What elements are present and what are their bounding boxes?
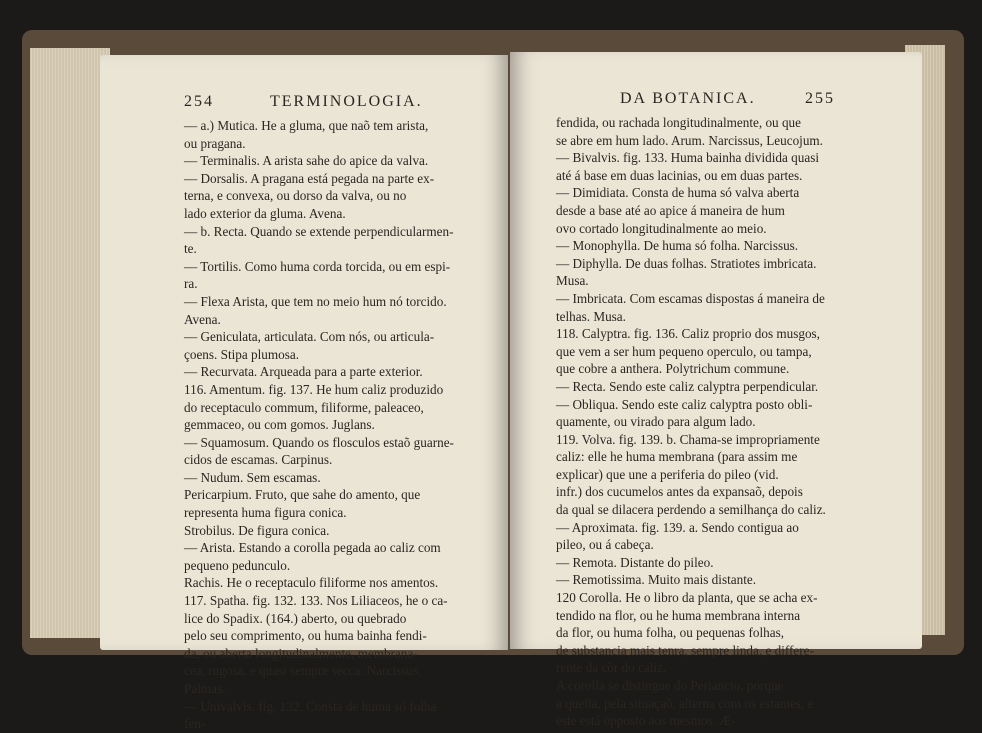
text-line: — Aproximata. fig. 139. a. Sendo contigua ao — [556, 519, 799, 535]
text-line: — Recurvata. Arqueada para a parte exterior. — [184, 364, 423, 380]
text-line: — Imbricata. Com escamas dispostas á maneira de — [556, 290, 825, 306]
text-line: — Recta. Sendo este caliz calyptra perpendicular. — [556, 378, 819, 394]
text-line: lado exterior da gluma. Avena. — [184, 205, 346, 221]
text-line: — Arista. Estando a corolla pegada ao caliz com — [184, 540, 441, 556]
text-line: Strobilus. De figura conica. — [184, 522, 330, 538]
text-line: Pericarpium. Fruto, que sahe do amento, que — [184, 487, 421, 503]
text-line: cidos de escamas. Carpinus. — [184, 452, 333, 468]
text-line: da, ou aberta longitudinalmente, membrana- — [184, 645, 418, 661]
text-line: — Remota. Distante do pileo. — [556, 554, 714, 570]
text-line: 118. Calyptra. fig. 136. Caliz proprio dos musgos, — [556, 326, 820, 342]
page-number: 254 — [184, 93, 214, 110]
text-line: A corolla se distingue do Periancio, porque — [556, 678, 784, 693]
text-line: — Univalvis. fig. 132. Consta de huma só folha — [184, 698, 437, 714]
text-line: Rachis. He o receptaculo filiforme nos amentos. — [184, 575, 439, 591]
text-line: explicar) que une a periferia do pileo (vid. — [556, 466, 779, 482]
text-line: 116. Amentum. fig. 137. He hum caliz produzido — [184, 381, 444, 397]
left-page — [100, 55, 508, 732]
text-line: 117. Spatha. fig. 132. 133. Nos Liliaceos, he o ca- — [184, 593, 448, 609]
text-line: Musa. — [556, 273, 589, 289]
text-line: — Monophylla. De huma só folha. Narcissus. — [556, 238, 799, 254]
text-line: — Flexa Arista, que tem no meio hum nó torcido. — [184, 293, 447, 309]
text-line: tendido na flor, ou he huma membrana interna — [556, 607, 801, 623]
running-head: DA BOTANICA. — [620, 90, 756, 107]
text-line: de substancia mais tenra, sempre linda, e differe- — [556, 642, 814, 658]
text-line: 120 Corolla. He o libro da planta, que se acha ex- — [556, 590, 818, 606]
text-block — [556, 114, 881, 730]
text-line: — a.) Mutica. He a gluma, que naõ tem arista, — [184, 118, 429, 133]
text-line: — Bivalvis. fig. 133. Huma bainha dividida quasi — [556, 150, 819, 166]
text-line: — Geniculata, articulata. Com nós, ou articula- — [184, 329, 435, 345]
text-line: gemmaceo, ou com gomos. Juglans. — [184, 417, 375, 433]
text-line: — Nudum. Sem escamas. — [184, 469, 321, 485]
text-line: fen- — [184, 716, 206, 732]
text-line: Avena. — [184, 311, 221, 327]
text-line: este está opposto aos mesmos. Æ- — [556, 713, 736, 729]
text-line: lice do Spadix. (164.) aberto, ou quebrado — [184, 610, 407, 626]
text-line: Palmas. — [184, 681, 226, 696]
text-line: infr.) dos cucumelos antes da expansaõ, depois — [556, 484, 803, 500]
text-line: caliz: elle he huma membrana (para assim me — [556, 449, 798, 465]
text-line: até á base em duas lacinias, ou em duas partes. — [556, 167, 803, 183]
text-block — [184, 117, 484, 733]
text-line: pileo, ou á cabeça. — [556, 537, 654, 553]
text-line: — Squamosum. Quando os flosculos estaõ guarne- — [184, 434, 454, 450]
text-line: — Remotissima. Muito mais distante. — [556, 572, 757, 588]
text-line: ovo cortado longitudinalmente ao meio. — [556, 220, 767, 236]
text-line: çoens. Stipa plumosa. — [184, 346, 300, 362]
text-line: — Tortilis. Como huma corda torcida, ou em espi- — [184, 258, 451, 274]
text-line: — Terminalis. A arista sahe do apice da valva. — [184, 153, 429, 169]
text-line: — Dimidiata. Consta de huma só valva aberta — [556, 185, 800, 201]
text-line: te. — [184, 241, 197, 257]
text-line: — Obliqua. Sendo este caliz calyptra posto obli- — [556, 396, 813, 412]
text-line: pelo seu comprimento, ou huma bainha fendi- — [184, 628, 427, 644]
running-head: TERMINOLOGIA. — [270, 93, 423, 110]
text-line: — Dorsalis. A pragana está pegada na parte ex- — [184, 170, 435, 186]
text-line: representa huma figura conica. — [184, 505, 347, 521]
text-line: da flor, ou huma folha, ou pequenas folhas, — [556, 625, 784, 641]
text-line: telhas. Musa. — [556, 308, 626, 324]
text-line: — Diphylla. De duas folhas. Stratiotes imbricata. — [556, 255, 817, 271]
text-line: ra. — [184, 276, 198, 292]
text-line: cea, rugosa, e quasi sempre secca. Narcissus. — [184, 663, 422, 679]
text-line: do receptaculo commum, filiforme, paleaceo, — [184, 399, 424, 415]
text-line: fendida, ou rachada longitudinalmente, ou que — [556, 115, 801, 130]
text-line: — b. Recta. Quando se extende perpendicularmen- — [184, 223, 454, 239]
text-line: a quella, pela situaçaõ, alterna com os estames, e — [556, 695, 814, 711]
page-number: 255 — [805, 90, 835, 107]
text-line: pequeno pedunculo. — [184, 557, 291, 573]
text-line: que vem a ser hum pequeno operculo, ou tampa, — [556, 343, 812, 359]
text-line: da qual se dilacera perdendo a semilhança do caliz. — [556, 502, 826, 518]
text-line: se abre em hum lado. Arum. Narcissus, Leucojum. — [556, 132, 823, 148]
text-line: quamente, ou virado para algum lado. — [556, 414, 756, 430]
text-line: que cobre a anthera. Polytrichum commune. — [556, 361, 790, 377]
text-line: ou pragana. — [184, 135, 246, 151]
text-line: rente da côr do caliz. — [556, 660, 667, 676]
text-line: terna, e convexa, ou dorso da valva, ou no — [184, 188, 407, 204]
text-line: desde a base até ao apice á maneira de hum — [556, 202, 785, 218]
text-line: 119. Volva. fig. 139. b. Chama-se impropriamente — [556, 431, 820, 447]
right-page — [510, 52, 922, 729]
page-edges-left — [30, 48, 110, 638]
